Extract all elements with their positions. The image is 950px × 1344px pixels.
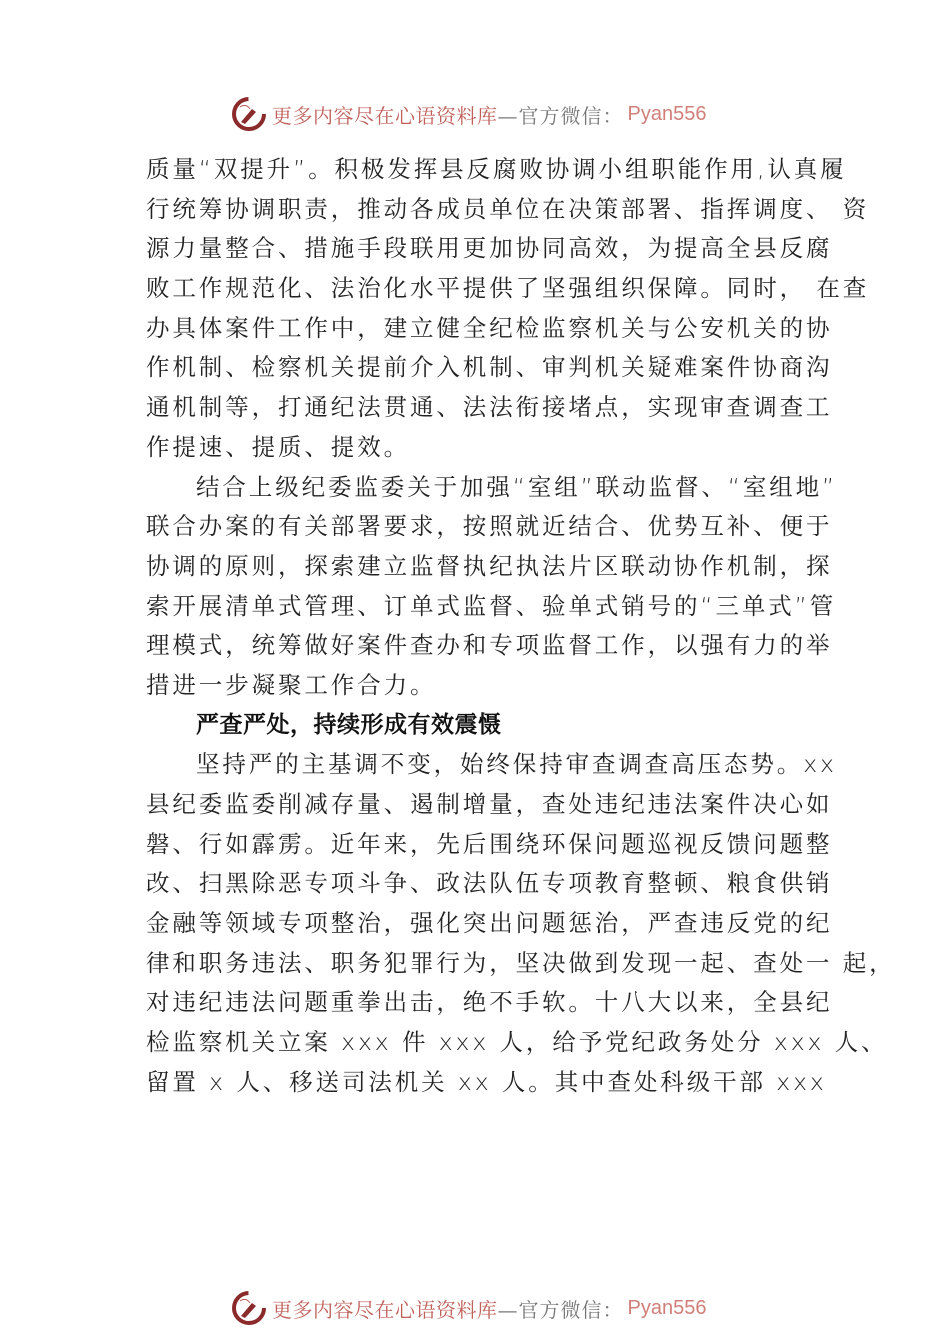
text-line: 对违纪违法问题重拳出击，绝不手软。十八大以来，全县纪: [146, 988, 833, 1017]
document-body: [146, 150, 896, 1103]
wechat-label: —官方微信：: [497, 103, 624, 128]
text-line: 败工作规范化、法治化水平提供了坚强组织保障。同时， 在查: [146, 274, 870, 303]
text-line: 检监察机关立案 xxx 件 xxx 人，给予党纪政务处分 xxx 人、: [146, 1028, 888, 1057]
text-line: 理模式，统筹做好案件查办和专项监督工作，以强有力的举: [146, 631, 833, 660]
text-line: 律和职务违法、职务犯罪行为，坚决做到发现一起、查处一 起，: [146, 948, 896, 977]
text-line: 坚持严的主基调不变，始终保持审查调查高压态势。xx: [196, 750, 837, 779]
pen-logo-icon: [232, 1291, 266, 1325]
text-line: 结合上级纪委监委关于加强“室组”联动监督、“室组地”: [196, 472, 838, 501]
pen-logo-icon: [232, 97, 266, 131]
wechat-id: Pyan556: [627, 1296, 707, 1319]
text-line: 金融等领域专项整治，强化突出问题惩治，严查违反党的纪: [146, 909, 833, 938]
header-banner: [232, 94, 706, 134]
text-line: 行统筹协调职责，推动各成员单位在决策部署、指挥调度、 资: [146, 194, 870, 223]
footer-banner: [232, 1288, 706, 1328]
text-line: 作机制、检察机关提前介入机制、审判机关疑难案件协商沟: [146, 353, 833, 382]
wechat-id: Pyan556: [627, 102, 707, 125]
wechat-label: —官方微信：: [497, 1297, 624, 1322]
section-heading: 严查严处，持续形成有效震慑: [196, 711, 502, 738]
text-line: 作提速、提质、提效。: [146, 432, 410, 461]
text-line: 改、扫黑除恶专项斗争、政法队伍专项教育整顿、粮食供销: [146, 869, 833, 898]
text-line: 留置 x 人、移送司法机关 xx 人。其中查处科级干部 xxx: [146, 1067, 827, 1096]
text-line: 办具体案件工作中，建立健全纪检监察机关与公安机关的协: [146, 313, 833, 342]
brand-text: 更多内容尽在心语资料库: [272, 103, 498, 128]
text-line: 质量“双提升”。积极发挥县反腐败协调小组职能作用,认真履: [146, 155, 847, 183]
text-line: 联合办案的有关部署要求，按照就近结合、优势互补、便于: [146, 512, 833, 541]
paragraph-2: [146, 468, 838, 706]
text-line: 措进一步凝聚工作合力。: [146, 670, 437, 699]
text-line: 源力量整合、措施手段联用更加协同高效，为提高全县反腐: [146, 234, 833, 263]
text-line: 磐、行如霹雳。近年来，先后围绕环保问题巡视反馈问题整: [146, 829, 833, 858]
paragraph-3: [146, 745, 896, 1102]
text-line: 通机制等，打通纪法贯通、法法衔接堵点，实现审查调查工: [146, 393, 833, 422]
paragraph-1: [146, 150, 870, 468]
text-line: 县纪委监委削减存量、遏制增量，查处违纪违法案件决心如: [146, 790, 833, 818]
text-line: 索开展清单式管理、订单式监督、验单式销号的“三单式”管: [146, 591, 837, 620]
text-line: 协调的原则，探索建立监督执纪执法片区联动协作机制，探: [146, 551, 833, 580]
brand-text: 更多内容尽在心语资料库: [272, 1297, 498, 1322]
